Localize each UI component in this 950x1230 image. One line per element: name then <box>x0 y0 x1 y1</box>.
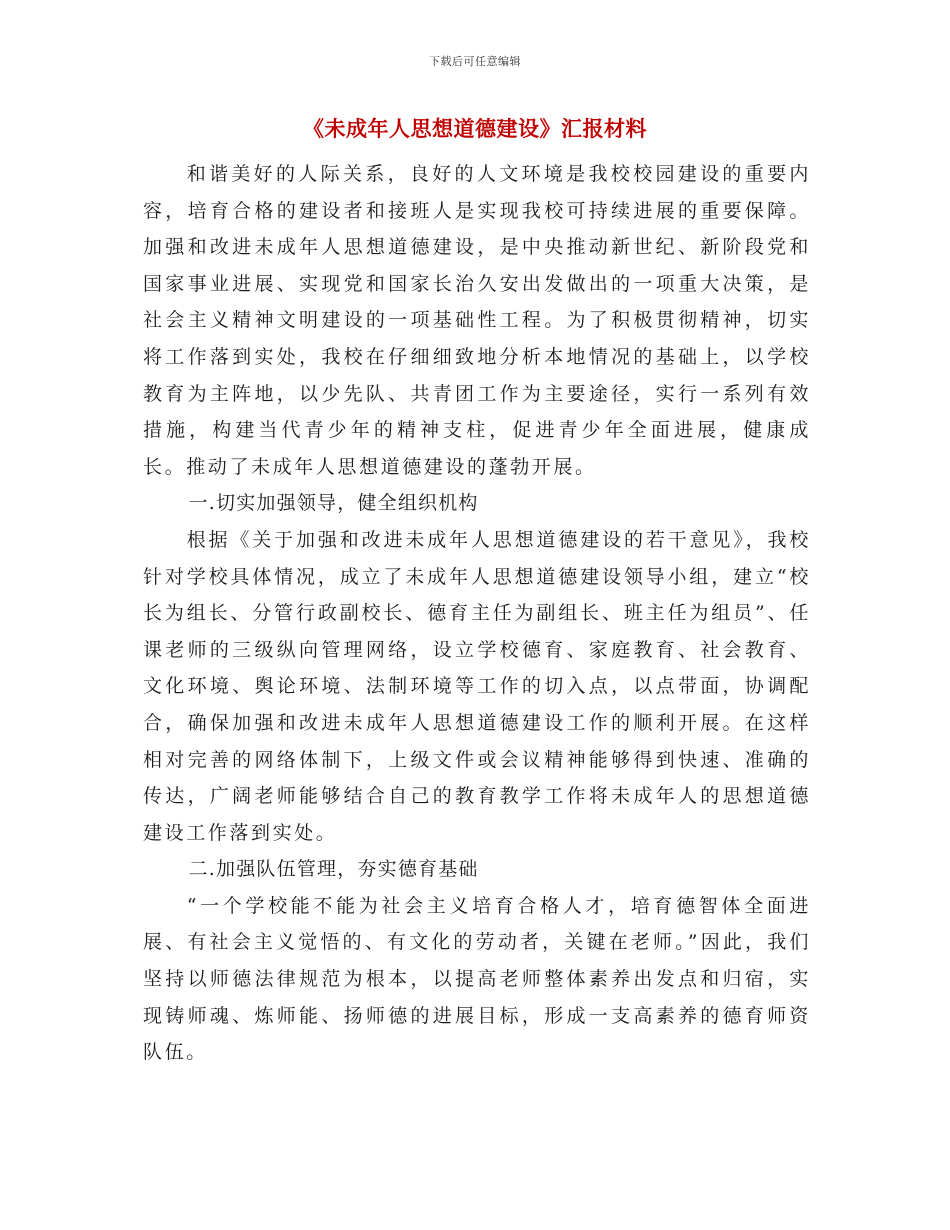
document-body <box>143 156 811 1071</box>
section-1-heading: 一.切实加强领导，健全组织机构 <box>188 492 479 515</box>
page-header-note: 下载后可任意编辑 <box>429 55 521 68</box>
section-2-heading: 二.加强队伍管理，夯实德育基础 <box>188 858 479 881</box>
document-title: 《未成年人思想道德建设》汇报材料 <box>303 116 647 141</box>
section-1-paragraph: 根据《关于加强和改进未成年人思想道德建设的若干意见》，我校针对学校具体情况，成立了未成年人思想道德建设领导小组，建立“校长为组长、分管行政副校长、德育主任为副组长、班主任为组员”、任课老师的三级纵向管理网络，设立学校德育、家庭教育、社会教育、文化环境、舆论环境、法制环境等工作的切入点，以点带面，协调配合，确保加强和改进未成年人思想道德建设工作的顺利开展。在这样相对完善的网络体制下，上级文件或会议精神能够得到快速、准确的传达，广阔老师能够结合自己的教育教学工作将未成年人的思想道德建设工作落到实处。 <box>143 528 811 844</box>
section-2-paragraph: “一个学校能不能为社会主义培育合格人才，培育德智体全面进展、有社会主义觉悟的、有文化的劳动者，关键在老师。”因此，我们坚持以师德法律规范为根本，以提高老师整体素养出发点和归宿，实现铸师魂、炼师能、扬师德的进展目标，形成一支高素养的德育师资队伍。 <box>143 894 811 1064</box>
intro-paragraph: 和谐美好的人际关系，良好的人文环境是我校校园建设的重要内容，培育合格的建设者和接班人是实现我校可持续进展的重要保障。加强和改进未成年人思想道德建设，是中央推动新世纪、新阶段党和国家事业进展、实现党和国家长治久安出发做出的一项重大决策，是社会主义精神文明建设的一项基础性工程。为了积极贯彻精神，切实将工作落到实处，我校在仔细细致地分析本地情况的基础上，以学校教育为主阵地，以少先队、共青团工作为主要途径，实行一系列有效措施，构建当代青少年的精神支柱，促进青少年全面进展，健康成长。推动了未成年人思想道德建设的蓬勃开展。 <box>143 163 811 478</box>
